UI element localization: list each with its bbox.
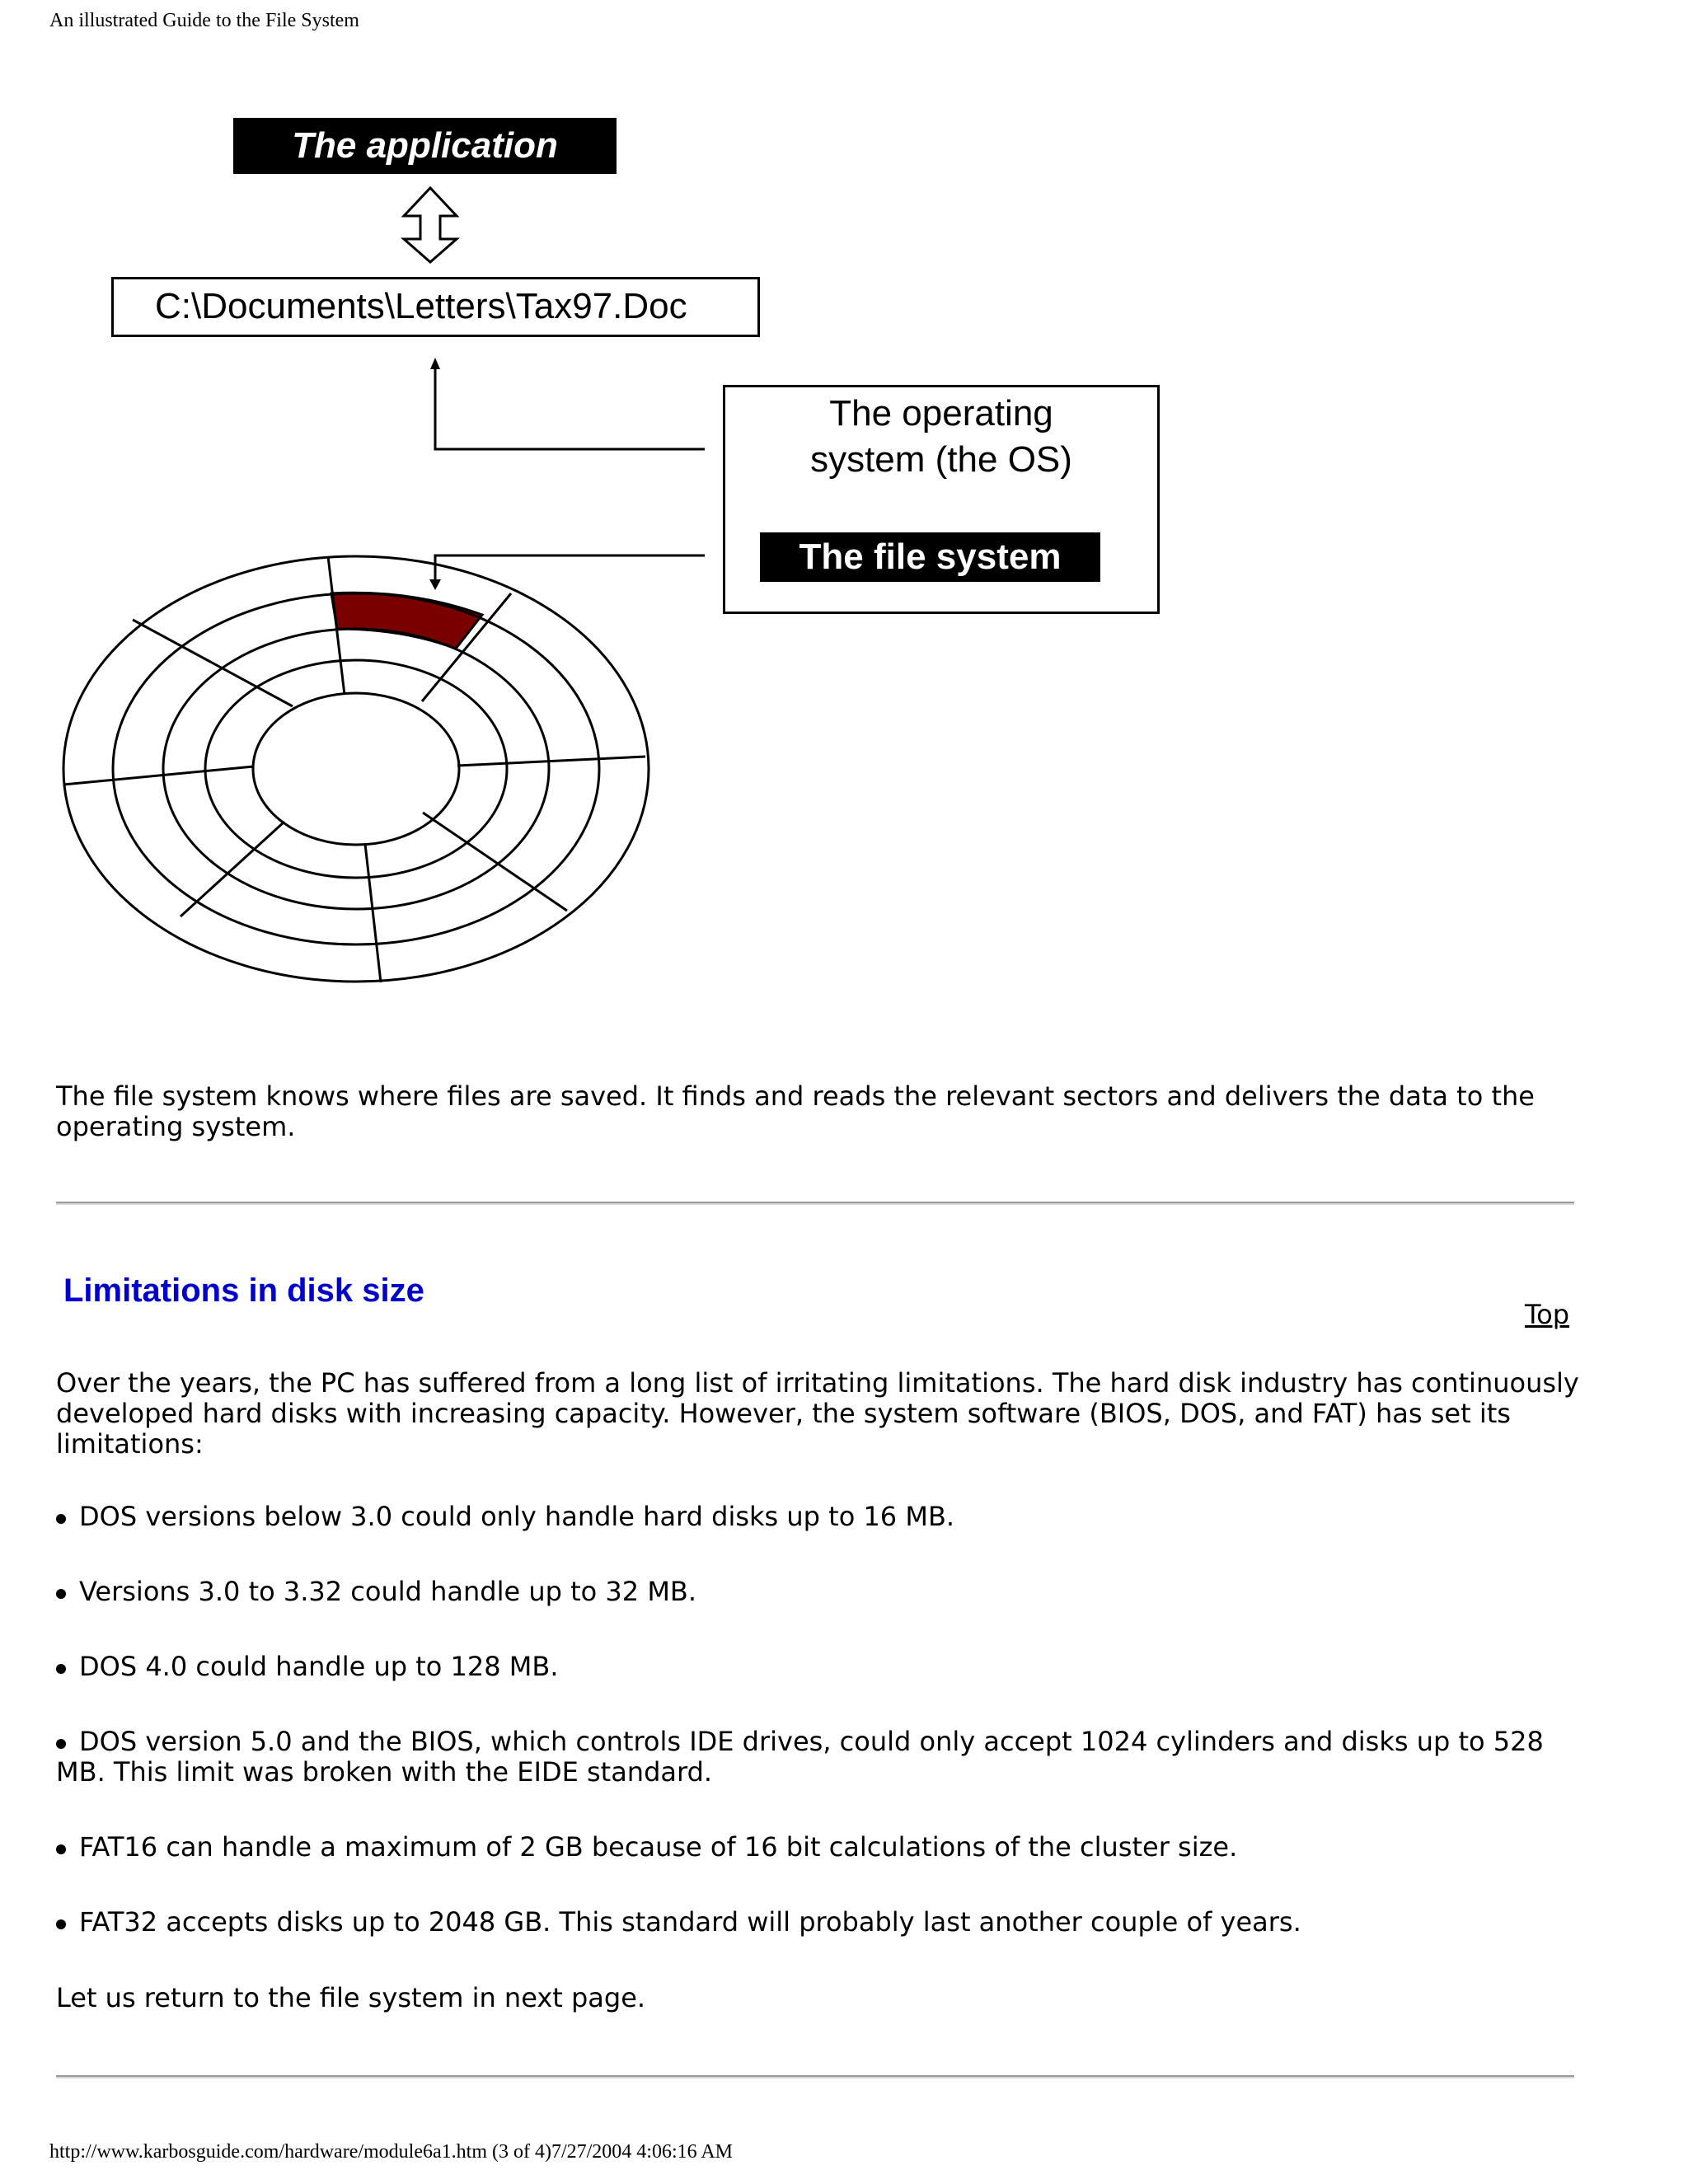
section-intro-paragraph: Over the years, the PC has suffered from a long list of irritating limitations. The hard disk industry has continuously developed hard disks with increasing capacity. However, the system software (BIOS, DOS, and FAT) has set its limitations: <box>56 1367 1579 1460</box>
print-header: An illustrated Guide to the File System <box>49 10 359 31</box>
bullet-icon <box>56 1844 66 1854</box>
top-link[interactable]: Top <box>1525 1299 1569 1330</box>
bullet-icon <box>56 1514 66 1524</box>
list-item-text: Versions 3.0 to 3.32 could handle up to 32 MB. <box>79 1576 697 1607</box>
file-path-box: C:\Documents\Letters\Tax97.Doc <box>111 277 760 337</box>
application-box: The application <box>233 118 617 174</box>
list-item <box>56 1577 1589 1607</box>
operating-system-box <box>723 385 1160 614</box>
os-label <box>725 391 1157 483</box>
section-title: Limitations in disk size <box>63 1272 424 1309</box>
intro-paragraph: The file system knows where files are saved. It finds and reads the relevant sectors and delivers the data to the operating system. <box>56 1080 1535 1142</box>
list-item <box>56 1907 1589 1938</box>
disk-platter-icon <box>63 556 649 982</box>
os-label-line-2: system (the OS) <box>810 439 1072 480</box>
os-label-line-1: The operating <box>829 393 1053 434</box>
horizontal-rule <box>56 1202 1574 1205</box>
bullet-icon <box>56 1664 66 1674</box>
bullet-icon <box>56 1589 66 1599</box>
list-item-text: FAT16 can handle a maximum of 2 GB because of 16 bit calculations of the cluster size. <box>79 1831 1238 1863</box>
file-system-diagram <box>0 0 1170 1005</box>
double-arrow-icon <box>404 188 457 262</box>
print-footer: http://www.karbosguide.com/hardware/module6a1.htm (3 of 4)7/27/2004 4:06:16 AM <box>49 2141 733 2163</box>
list-item <box>56 1727 1589 1788</box>
connector-fs-to-disk <box>435 555 705 583</box>
limitations-list <box>56 1502 1589 1982</box>
horizontal-rule-bottom <box>56 2075 1574 2079</box>
list-item <box>56 1652 1589 1682</box>
closing-paragraph: Let us return to the file system in next page. <box>56 1982 646 2013</box>
list-item <box>56 1832 1589 1863</box>
list-item-text: FAT32 accepts disks up to 2048 GB. This standard will probably last another couple of years. <box>79 1906 1301 1938</box>
bullet-icon <box>56 1919 66 1929</box>
highlighted-sector <box>331 593 482 649</box>
arrow-up-icon <box>430 358 440 369</box>
connector-os-to-path <box>435 367 705 449</box>
bullet-icon <box>56 1739 66 1749</box>
list-item-text: DOS version 5.0 and the BIOS, which controls IDE drives, could only accept 1024 cylinders and disks up to 528 MB. This limit was broken with the EIDE standard. <box>56 1726 1544 1788</box>
list-item-text: DOS 4.0 could handle up to 128 MB. <box>79 1651 559 1682</box>
file-system-box: The file system <box>760 532 1100 582</box>
list-item <box>56 1502 1589 1532</box>
arrow-down-icon <box>429 579 441 590</box>
list-item-text: DOS versions below 3.0 could only handle hard disks up to 16 MB. <box>79 1501 955 1532</box>
